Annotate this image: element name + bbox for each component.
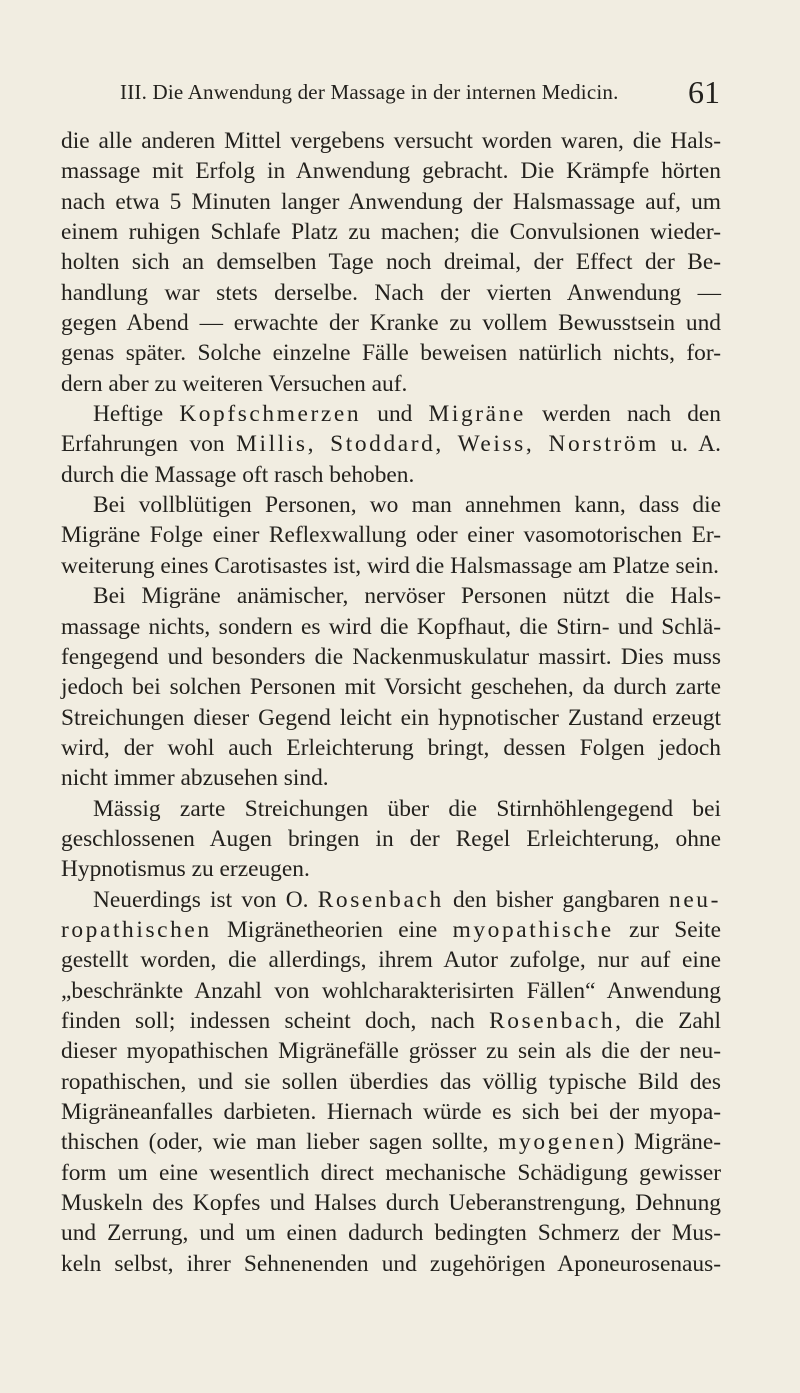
text-line xyxy=(61,581,721,611)
text-segment: Neuerdings ist von O. xyxy=(93,886,318,913)
text-segment: die alle anderen Mittel vergebens versucht worden waren, die Hals- xyxy=(61,128,721,154)
text-segment: Bei Migräne anämischer, nervöser Personen nützt die Hals- xyxy=(93,583,721,610)
text-line xyxy=(61,278,721,308)
text-line xyxy=(61,429,721,459)
text-segment: Heftige xyxy=(93,401,180,428)
text-segment: werden nach den xyxy=(525,401,721,428)
text-line xyxy=(61,1006,721,1036)
text-line xyxy=(61,1188,721,1218)
text-segment: nicht immer abzusehen sind. xyxy=(61,765,329,792)
body-text xyxy=(61,126,721,1279)
text-segment: Hypnotismus zu erzeugen. xyxy=(61,856,310,883)
text-segment: , die Zahl xyxy=(615,1007,721,1034)
text-segment: zur Seite xyxy=(613,916,721,943)
text-line xyxy=(61,338,721,368)
text-segment: gegen Abend — erwachte der Kranke zu vollem Bewusstsein und xyxy=(61,310,721,337)
text-segment: finden soll; indessen scheint doch, nach xyxy=(61,1007,490,1034)
text-line xyxy=(61,854,721,884)
text-line xyxy=(61,156,721,186)
spaced-emphasis: myopathische xyxy=(452,916,614,943)
text-line xyxy=(61,976,721,1006)
spaced-emphasis: Millis, Stoddard, Weiss, Norström xyxy=(236,431,659,458)
text-segment: thischen (oder, wie man lieber sagen sollte, xyxy=(61,1129,499,1156)
text-line xyxy=(61,672,721,702)
text-segment: form um eine wesentlich direct mechanische Schädigung gewisser xyxy=(61,1159,721,1186)
running-head: III. Die Anwendung der Massage in der internen Medicin. xyxy=(120,80,619,104)
text-line xyxy=(61,1127,721,1157)
text-line xyxy=(61,612,721,642)
text-segment: geschlossenen Augen bringen in der Regel Erleichterung, ohne xyxy=(61,825,721,852)
spaced-emphasis: ropathischen xyxy=(61,916,212,943)
text-segment: massage nichts, sondern es wird die Kopfhaut, die Stirn- und Schlä- xyxy=(61,613,721,640)
text-line xyxy=(61,1067,721,1097)
text-line xyxy=(61,247,721,277)
text-segment: den bisher gangbaren xyxy=(443,886,670,913)
text-segment: fengegend und besonders die Nackenmuskulatur massirt. Dies muss xyxy=(61,643,721,670)
text-segment: Migräneanfalles darbieten. Hiernach würde es sich bei der myopa- xyxy=(61,1099,721,1125)
text-segment: keln selbst, ihrer Sehnenenden und zugehörigen Aponeurosenaus- xyxy=(61,1250,721,1277)
text-line xyxy=(61,703,721,733)
text-segment: und Zerrung, und um einen dadurch bedingten Schmerz der Mus- xyxy=(61,1220,721,1247)
text-segment: massage mit Erfolg in Anwendung gebracht. Die Krämpfe hörten xyxy=(61,158,721,185)
spaced-emphasis: Kopfschmerzen xyxy=(179,401,362,428)
text-segment: gestellt worden, die allerdings, ihrem Autor zufolge, nur auf eine xyxy=(61,947,721,974)
text-segment: dieser myopathischen Migränefälle grösser zu sein als die der neu- xyxy=(61,1038,721,1065)
text-line xyxy=(61,1249,721,1279)
text-line xyxy=(61,460,721,490)
spaced-emphasis: myogenen xyxy=(498,1129,617,1156)
text-segment: jedoch bei solchen Personen mit Vorsicht geschehen, da durch zarte xyxy=(61,674,721,701)
text-line xyxy=(61,824,721,854)
text-line xyxy=(61,945,721,975)
text-segment: einem ruhigen Schlafe Platz zu machen; die Convulsionen wieder- xyxy=(61,219,721,246)
text-line xyxy=(61,794,721,824)
page-number: 61 xyxy=(688,74,720,110)
text-line xyxy=(61,1097,721,1127)
text-segment: durch die Massage oft rasch behoben. xyxy=(61,461,415,488)
text-segment: holten sich an demselben Tage noch dreimal, der Effect der Be- xyxy=(61,249,721,276)
text-segment: weiterung eines Carotisastes ist, wird die Halsmassage am Platze sein. xyxy=(61,552,720,579)
text-segment: und xyxy=(361,401,429,428)
text-segment: dern aber zu weiteren Versuchen auf. xyxy=(61,370,408,397)
text-line xyxy=(61,642,721,672)
spaced-emphasis: neu- xyxy=(669,886,721,913)
text-segment: genas später. Solche einzelne Fälle beweisen natürlich nichts, for- xyxy=(61,340,721,367)
text-line xyxy=(61,217,721,247)
text-line xyxy=(61,187,721,217)
text-segment: Migräne Folge einer Reflexwallung oder einer vasomotorischen Er- xyxy=(61,522,721,549)
text-line xyxy=(61,369,721,399)
text-segment: Mässig zarte Streichungen über die Stirnhöhlengegend bei xyxy=(93,795,721,822)
text-segment: ) Migräne- xyxy=(616,1129,721,1156)
text-segment: handlung war stets derselbe. Nach der vierten Anwendung — xyxy=(61,279,721,306)
text-line xyxy=(61,763,721,793)
text-segment: Bei vollblütigen Personen, wo man annehmen kann, dass die xyxy=(93,492,721,519)
text-line xyxy=(61,399,721,429)
text-line xyxy=(61,1036,721,1066)
text-line xyxy=(61,520,721,550)
text-line xyxy=(61,126,721,156)
text-line xyxy=(61,733,721,763)
text-segment: Muskeln des Kopfes und Halses durch Ueberanstrengung, Dehnung xyxy=(61,1190,721,1217)
text-segment: nach etwa 5 Minuten langer Anwendung der Halsmassage auf, um xyxy=(61,188,721,215)
text-segment: Streichungen dieser Gegend leicht ein hypnotischer Zustand erzeugt xyxy=(61,704,721,731)
spaced-emphasis: Migräne xyxy=(428,401,526,428)
text-line xyxy=(61,1158,721,1188)
text-line xyxy=(61,915,721,945)
text-segment: „beschränkte Anzahl von wohlcharakterisirten Fällen“ Anwendung xyxy=(61,977,721,1004)
text-line xyxy=(61,490,721,520)
text-segment: Migränetheorien eine xyxy=(211,916,453,943)
page-header xyxy=(120,74,720,114)
text-line xyxy=(61,1218,721,1248)
text-segment: ropathischen, und sie sollen überdies das völlig typische Bild des xyxy=(61,1068,721,1095)
spaced-emphasis: Rosenbach xyxy=(489,1007,616,1034)
text-segment: u. A. xyxy=(658,431,722,458)
text-segment: wird, der wohl auch Erleichterung bringt, dessen Folgen jedoch xyxy=(61,734,721,761)
text-segment: Erfahrungen von xyxy=(61,431,237,458)
text-line xyxy=(61,885,721,915)
text-line xyxy=(61,551,721,581)
text-line xyxy=(61,308,721,338)
spaced-emphasis: Rosenbach xyxy=(317,886,444,913)
